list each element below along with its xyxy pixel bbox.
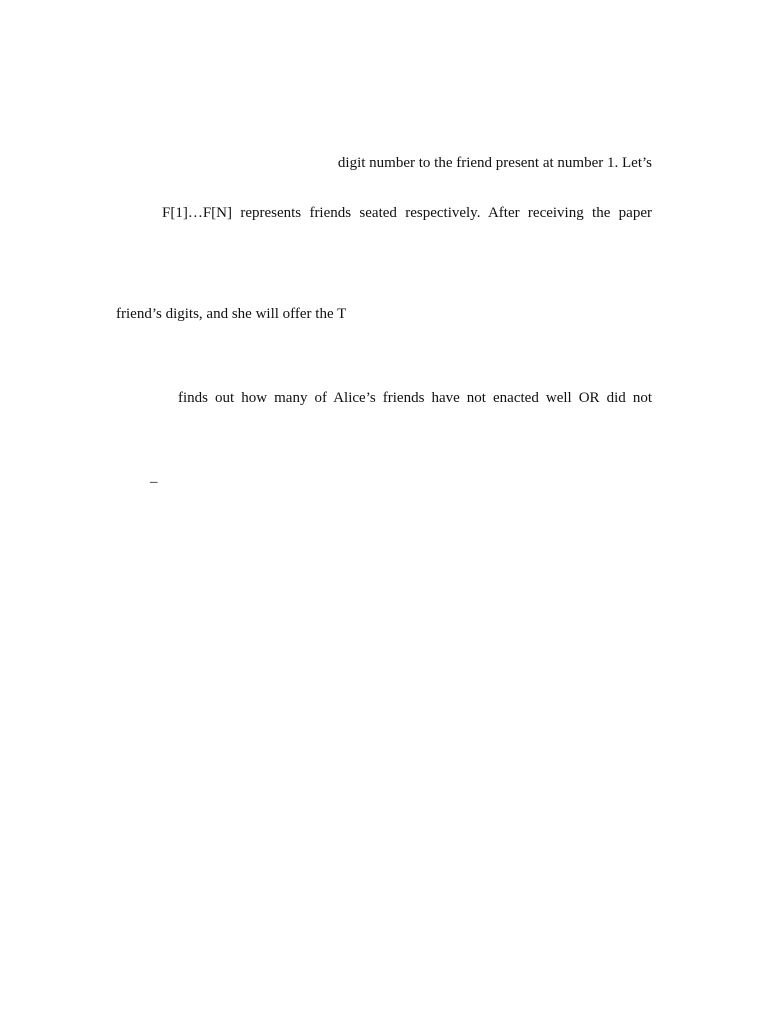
text-line-2: F[1]…F[N] represents friends seated respectively. After receiving the paper xyxy=(162,205,652,221)
text-line-5-dash: – xyxy=(150,474,158,490)
text-line-4: finds out how many of Alice’s friends have not enacted well OR did not xyxy=(178,390,652,406)
text-line-1: digit number to the friend present at number 1. Let’s xyxy=(337,155,652,171)
text-line-3: friend’s digits, and she will offer the T xyxy=(116,306,347,322)
